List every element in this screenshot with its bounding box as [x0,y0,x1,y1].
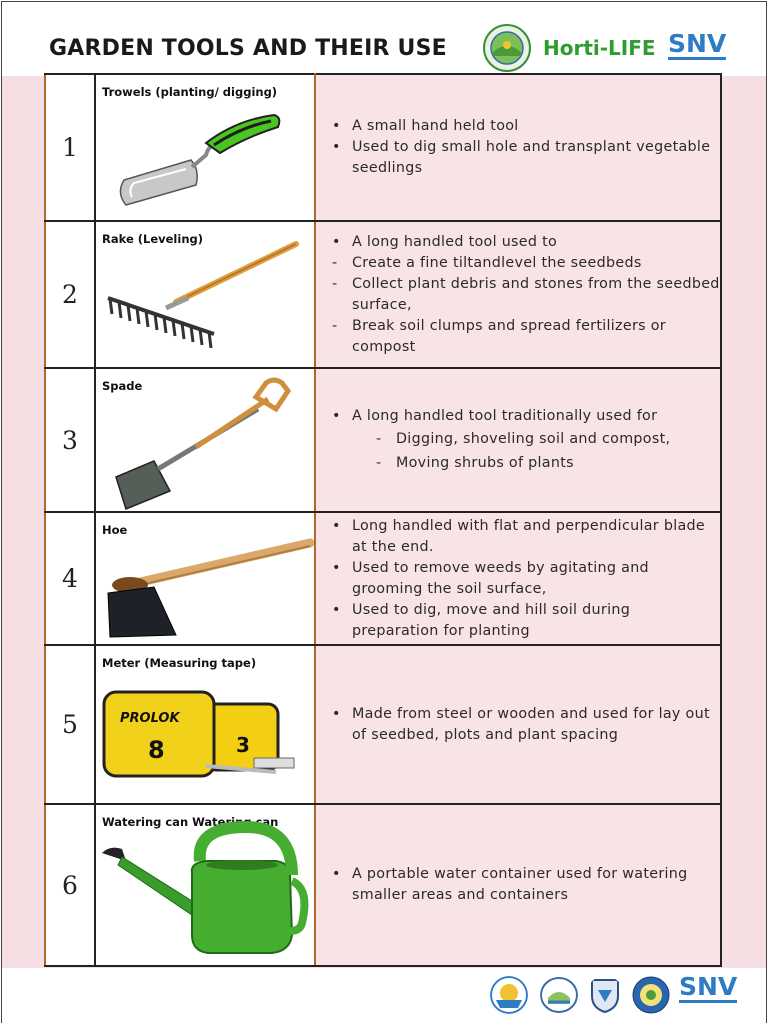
table-row [45,804,721,966]
county-seal-blue-icon [632,976,670,1014]
list-item: • Made from steel or wooden and used for lay out of seedbed, plots and plant spacing [352,704,720,746]
tool-description [315,221,721,368]
tape-size-a: 8 [148,736,165,764]
table-row [45,368,721,512]
tape-size-b: 3 [236,733,250,757]
tool-image-cell [95,74,315,221]
snv-logo: SNV [668,29,727,58]
table-row [45,645,721,804]
tool-image-cell [95,368,315,512]
tool-description [315,74,721,221]
tool-description [315,804,721,966]
list-item: • Used to dig small hole and transplant vegetable seedlings [352,137,720,179]
footer [2,968,766,1024]
row-number: 5 [45,645,95,804]
tools-table [44,73,722,967]
row-number: 3 [45,368,95,512]
tool-description [315,512,721,645]
list-item: • Used to dig, move and hill soil during preparation for planting [352,600,720,642]
list-item: - Digging, shoveling soil and compost, [352,427,720,451]
list-item: • Used to remove weeds by agitating and grooming the soil surface, [352,558,720,600]
list-item: • Long handled with flat and perpendicular blade at the end. [352,516,720,558]
poster [1,1,767,1023]
measuring-tape-icon [96,646,314,805]
row-number: 6 [45,804,95,966]
trowel-icon [96,75,314,222]
tool-name: Spade [102,379,143,393]
tool-name: Trowels (planting/ digging) [102,85,278,99]
list-item: • A portable water container used for watering smaller areas and containers [352,864,720,906]
horti-life-logo: Horti-LIFE [543,36,656,60]
table-row [45,512,721,645]
list-item: • A small hand held tool [352,116,720,137]
county-seal-icon [483,24,531,72]
row-number: 1 [45,74,95,221]
rake-icon [96,222,314,369]
tool-name: Hoe [102,523,128,537]
list-item: - Create a fine tiltandlevel the seedbeds [352,253,720,274]
hoe-icon [96,513,314,646]
tool-image-cell [95,804,315,966]
header [2,2,766,76]
list-item: - Break soil clumps and spread fertilizers or compost [352,316,720,358]
watering-can-icon [96,805,314,967]
tool-image-cell [95,645,315,804]
tool-image-cell [95,512,315,645]
tool-name: Rake (Leveling) [102,232,203,246]
list-item: - Collect plant debris and stones from the seedbed surface, [352,274,720,316]
row-number: 4 [45,512,95,645]
tool-name: Meter (Measuring tape) [102,656,257,670]
kenya-county-seal-icon [490,976,528,1014]
list-item: • A long handled tool used to [352,232,720,253]
table-row [45,74,721,221]
table-row [45,221,721,368]
snv-footer-logo: SNV [679,972,738,1001]
row-number: 2 [45,221,95,368]
tool-name: Watering can Watering can [102,815,279,829]
tool-image-cell [95,221,315,368]
tool-description [315,645,721,804]
list-item: - Moving shrubs of plants [352,451,720,475]
crest-shield-icon [586,976,624,1014]
page-title: GARDEN TOOLS AND THEIR USE [49,36,447,61]
list-item: • A long handled tool traditionally used for [352,406,720,427]
spade-icon [96,369,314,513]
tape-brand: PROLOK [120,711,180,726]
tool-description [315,368,721,512]
county-emblem-icon [540,976,578,1014]
